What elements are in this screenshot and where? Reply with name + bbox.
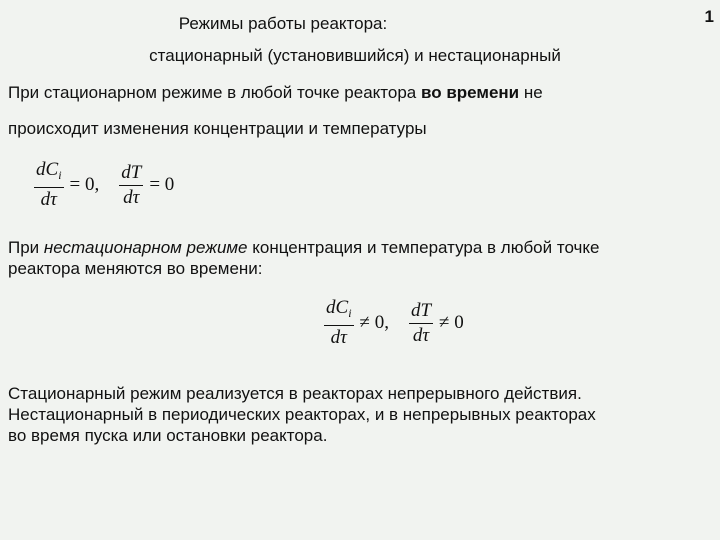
formula-nonstationary [322,296,468,350]
paragraph-nonstationary-line-2: реактора меняются во времени: [8,259,263,278]
fraction-dt-dtau [409,299,433,348]
title-line-1: Режимы работы реактора: [178,14,388,33]
fraction-dt-dtau [119,161,143,210]
text-segment: концентрация и температура в любой точке [247,238,600,257]
paragraph-conclusion-line-2: Нестационарный в периодических реакторах, и в непрерывных реакторах [8,405,596,424]
title-line-2: стационарный (установившийся) и нестационарный [149,46,561,65]
denominator: dτ [123,186,140,208]
paragraph-conclusion-line-3: во время пуска или остановки реактора. [8,426,328,445]
bold-text: во времени [420,83,520,102]
italic-text: нестационарном режиме [43,238,248,257]
paragraph-nonstationary-line-1 [8,237,599,258]
paragraph-conclusion [8,383,596,446]
formula-stationary [32,158,178,212]
numerator: dT [410,299,432,321]
relation: ≠ 0, [359,312,389,334]
relation: = 0, [69,174,100,196]
numerator: $dC_i$ [36,159,62,182]
relation: = 0 [149,174,175,196]
numerator: $dC_i$ [326,297,352,320]
text-segment: не [519,83,543,102]
denominator: dτ [412,324,430,346]
paragraph-conclusion-line-1: Стационарный режим реализуется в реакторах непрерывного действия. [8,384,582,403]
paragraph-stationary-line-1 [8,82,543,103]
numerator: dT [121,161,142,183]
paragraph-nonstationary [8,237,599,279]
paragraph-stationary-line-2: происходит изменения концентрации и температуры [8,119,427,138]
denominator: dτ [330,327,347,349]
fraction-dci-dtau [324,296,354,350]
fraction-dci-dtau [34,158,64,212]
slide-number: 1 [704,7,714,26]
relation: ≠ 0 [439,312,464,334]
denominator: dτ [40,189,57,211]
text-segment: При [8,238,44,257]
text-segment: При стационарном режиме в любой точке реактора [8,83,421,102]
